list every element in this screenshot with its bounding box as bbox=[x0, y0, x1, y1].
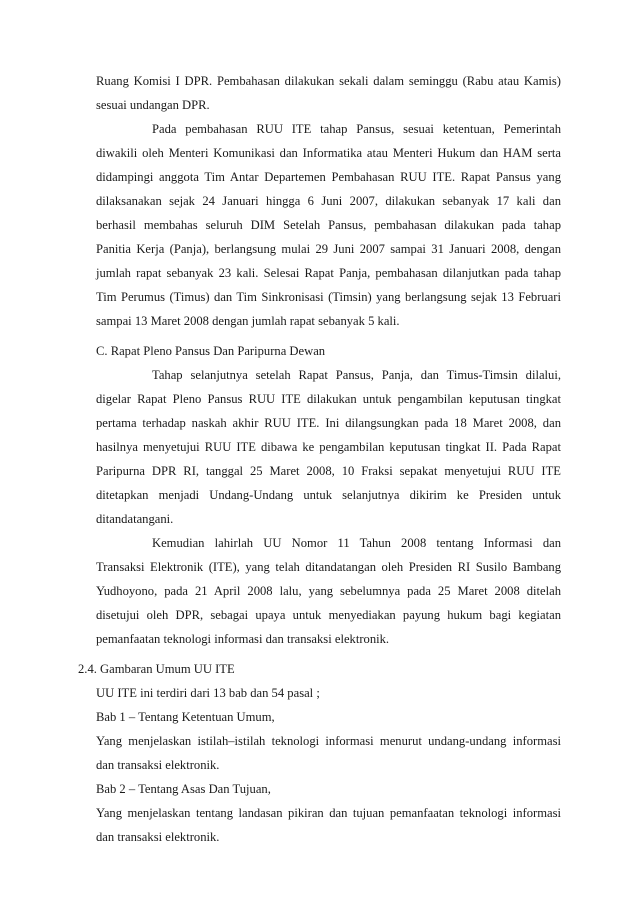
section-c-para1-line: Paripurna DPR RI, tanggal 25 Maret 2008, 10 Fraksi sepakat menyetujui RUU ITE bbox=[96, 464, 561, 478]
section-c-para1-line: Tahap selanjutnya setelah Rapat Pansus, Panja, dan Timus-Timsin dilalui, bbox=[152, 368, 561, 382]
section-c-para2-line: Kemudian lahirlah UU Nomor 11 Tahun 2008 tentang Informasi dan bbox=[152, 536, 561, 550]
para2-line: sampai 13 Maret 2008 dengan jumlah rapat sebanyak 5 kali. bbox=[96, 314, 400, 328]
section-c-para2-line: disetujui oleh DPR, sebagai upaya untuk menyediakan payung hukum bagi kegiatan bbox=[96, 608, 561, 622]
section-2-4-heading: 2.4. Gambaran Umum UU ITE bbox=[78, 662, 235, 676]
section-2-4-line: Yang menjelaskan tentang landasan pikiran dan tujuan pemanfaatan teknologi informasi bbox=[96, 806, 561, 820]
para2-line: berhasil membahas seluruh DIM Setelah Pansus, pembahasan dilakukan pada tahap bbox=[96, 218, 561, 232]
section-2-4-line: dan transaksi elektronik. bbox=[96, 758, 220, 772]
section-c-para1-line: ditandatangani. bbox=[96, 512, 174, 526]
section-2-4-line: dan transaksi elektronik. bbox=[96, 830, 220, 844]
section-2-4-line: Yang menjelaskan istilah–istilah teknologi informasi menurut undang-undang informasi bbox=[96, 734, 561, 748]
section-c-para2-line: pemanfaatan teknologi informasi dan transaksi elektronik. bbox=[96, 632, 390, 646]
section-c-para2-line: Yudhoyono, pada 21 April 2008 lalu, yang sebelumnya pada 25 Maret 2008 ditelah bbox=[96, 584, 561, 598]
para2-line: jumlah rapat sebanyak 23 kali. Selesai Rapat Panja, pembahasan dilanjutkan pada tahap bbox=[96, 266, 561, 280]
section-c-heading: C. Rapat Pleno Pansus Dan Paripurna Dewan bbox=[96, 344, 326, 358]
para2-line: diwakili oleh Menteri Komunikasi dan Informatika atau Menteri Hukum dan HAM serta bbox=[96, 146, 561, 160]
section-c-para1-line: digelar Rapat Pleno Pansus RUU ITE dilakukan untuk pengambilan keputusan tingkat bbox=[96, 392, 561, 406]
section-2-4-line: Bab 1 – Tentang Ketentuan Umum, bbox=[96, 710, 275, 724]
para2-line: Tim Perumus (Timus) dan Tim Sinkronisasi (Timsin) yang berlangsung sejak 13 Februari bbox=[96, 290, 561, 304]
para1-line: sesuai undangan DPR. bbox=[96, 98, 210, 112]
para2-line: Panitia Kerja (Panja), berlangsung mulai 29 Juni 2007 sampai 31 Januari 2008, dengan bbox=[96, 242, 561, 256]
para2-line: didampingi anggota Tim Antar Departemen Pembahasan RUU ITE. Rapat Pansus yang bbox=[96, 170, 561, 184]
para1-line: Ruang Komisi I DPR. Pembahasan dilakukan sekali dalam seminggu (Rabu atau Kamis) bbox=[96, 74, 561, 88]
section-2-4-line: Bab 2 – Tentang Asas Dan Tujuan, bbox=[96, 782, 271, 796]
para2-line: Pada pembahasan RUU ITE tahap Pansus, sesuai ketentuan, Pemerintah bbox=[152, 122, 561, 136]
section-c-para1-line: pertama terhadap naskah akhir RUU ITE. Ini dilangsungkan pada 18 Maret 2008, dan bbox=[96, 416, 561, 430]
section-2-4-line: UU ITE ini terdiri dari 13 bab dan 54 pasal ; bbox=[96, 686, 320, 700]
section-c-para1-line: ditetapkan menjadi Undang-Undang untuk selanjutnya dikirim ke Presiden untuk bbox=[96, 488, 561, 502]
section-c-para1-line: hasilnya menyetujui RUU ITE dibawa ke pengambilan keputusan tingkat II. Pada Rapat bbox=[96, 440, 561, 454]
para2-line: dilaksanakan sejak 24 Januari hingga 6 Juni 2007, dilakukan sebanyak 17 kali dan bbox=[96, 194, 561, 208]
section-c-para2-line: Transaksi Elektronik (ITE), yang telah ditandatangan oleh Presiden RI Susilo Bambang bbox=[96, 560, 561, 574]
